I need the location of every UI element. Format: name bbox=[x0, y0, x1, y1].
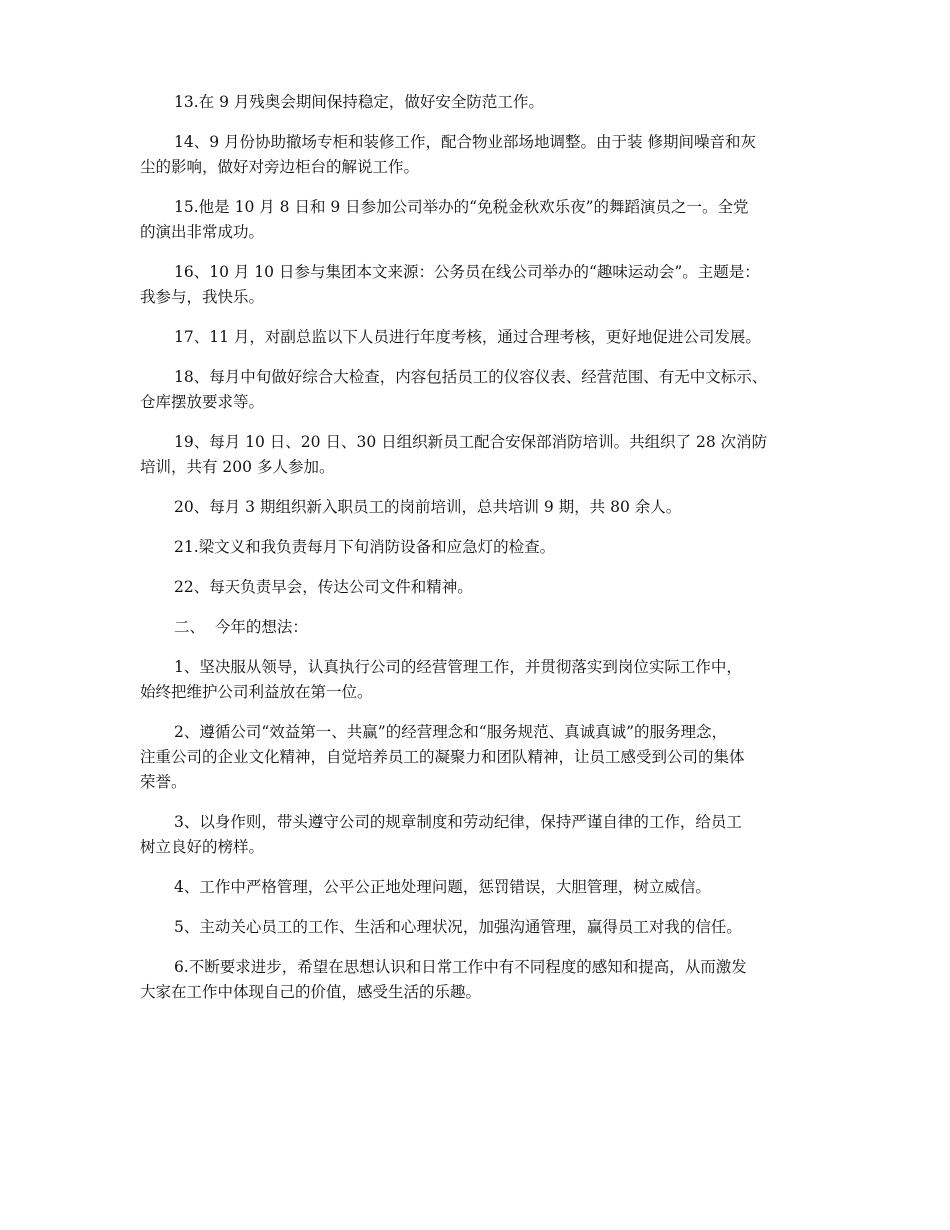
plans-list bbox=[140, 655, 830, 1005]
paragraph bbox=[140, 955, 830, 1005]
paragraph-line: 大家在工作中体现自己的价值，感受生活的乐趣。 bbox=[140, 983, 482, 1001]
paragraph-line: 16、10 月 10 日参与集团本文来源：公务员在线公司举办的“趣味运动会”。主题是： bbox=[174, 263, 760, 281]
paragraph bbox=[140, 365, 830, 415]
paragraph bbox=[140, 325, 830, 350]
paragraph bbox=[140, 655, 830, 705]
paragraph bbox=[140, 535, 830, 560]
paragraph-line: 树立良好的榜样。 bbox=[140, 838, 265, 856]
paragraph-line: 培训，共有 200 多人参加。 bbox=[140, 458, 335, 476]
paragraph-line: 13.在 9 月残奥会期间保持稳定，做好安全防范工作。 bbox=[174, 93, 544, 111]
paragraph bbox=[140, 495, 830, 520]
paragraph-line: 尘的影响，做好对旁边柜台的解说工作。 bbox=[140, 158, 420, 176]
paragraph-line: 4、工作中严格管理，公平公正地处理问题，惩罚错误，大胆管理，树立威信。 bbox=[174, 878, 711, 896]
paragraph-line: 21.梁文义和我负责每月下旬消防设备和应急灯的检查。 bbox=[174, 538, 556, 556]
paragraph bbox=[140, 90, 830, 115]
paragraph bbox=[140, 875, 830, 900]
achievements-list bbox=[140, 90, 830, 600]
section-heading: 二、 今年的想法： bbox=[174, 618, 308, 636]
paragraph-line: 20、每月 3 期组织新入职员工的岗前培训，总共培训 9 期，共 80 余人。 bbox=[174, 498, 682, 516]
paragraph-line: 19、每月 10 日、20 日、30 日组织新员工配合安保部消防培训。共组织了 28 次消防 bbox=[174, 433, 768, 451]
paragraph bbox=[140, 720, 830, 795]
paragraph-line: 我参与，我快乐。 bbox=[140, 288, 265, 306]
paragraph-line: 22、每天负责早会，传达公司文件和精神。 bbox=[174, 578, 473, 596]
paragraph bbox=[140, 430, 830, 480]
paragraph bbox=[140, 575, 830, 600]
paragraph bbox=[140, 260, 830, 310]
paragraph-line: 的演出非常成功。 bbox=[140, 223, 265, 241]
paragraph bbox=[140, 915, 830, 940]
paragraph-line: 15.他是 10 月 8 日和 9 日参加公司举办的“免税金秋欢乐夜”的舞蹈演员之一。全党 bbox=[174, 198, 749, 216]
paragraph-line: 2、遵循公司“效益第一、共赢”的经营理念和“服务规范、真诚真诚”的服务理念， bbox=[174, 723, 728, 741]
paragraph bbox=[140, 195, 830, 245]
paragraph-line: 6.不断要求进步，希望在思想认识和日常工作中有不同程度的感知和提高，从而激发 bbox=[174, 958, 747, 976]
paragraph-line: 1、坚决服从领导，认真执行公司的经营管理工作，并贯彻落实到岗位实际工作中， bbox=[174, 658, 742, 676]
paragraph-line: 荣誉。 bbox=[140, 773, 187, 791]
paragraph bbox=[140, 130, 830, 180]
paragraph-line: 5、主动关心员工的工作、生活和心理状况，加强沟通管理，赢得员工对我的信任。 bbox=[174, 918, 742, 936]
paragraph-line: 始终把维护公司利益放在第一位。 bbox=[140, 683, 373, 701]
paragraph-line: 3、以身作则，带头遵守公司的规章制度和劳动纪律，保持严谨自律的工作，给员工 bbox=[174, 813, 742, 831]
paragraph-line: 仓库摆放要求等。 bbox=[140, 393, 265, 411]
paragraph-line: 注重公司的企业文化精神，自觉培养员工的凝聚力和团队精神，让员工感受到公司的集体 bbox=[140, 748, 745, 766]
paragraph bbox=[140, 810, 830, 860]
paragraph-line: 14、9 月份协助撤场专柜和装修工作，配合物业部场地调整。由于装 修期间噪音和灰 bbox=[174, 133, 756, 151]
paragraph-line: 18、每月中旬做好综合大检查，内容包括员工的仪容仪表、经营范围、有无中文标示、 bbox=[174, 368, 768, 386]
document-page bbox=[140, 90, 830, 1020]
paragraph-line: 17、11 月，对副总监以下人员进行年度考核，通过合理考核，更好地促进公司发展。 bbox=[174, 328, 761, 346]
